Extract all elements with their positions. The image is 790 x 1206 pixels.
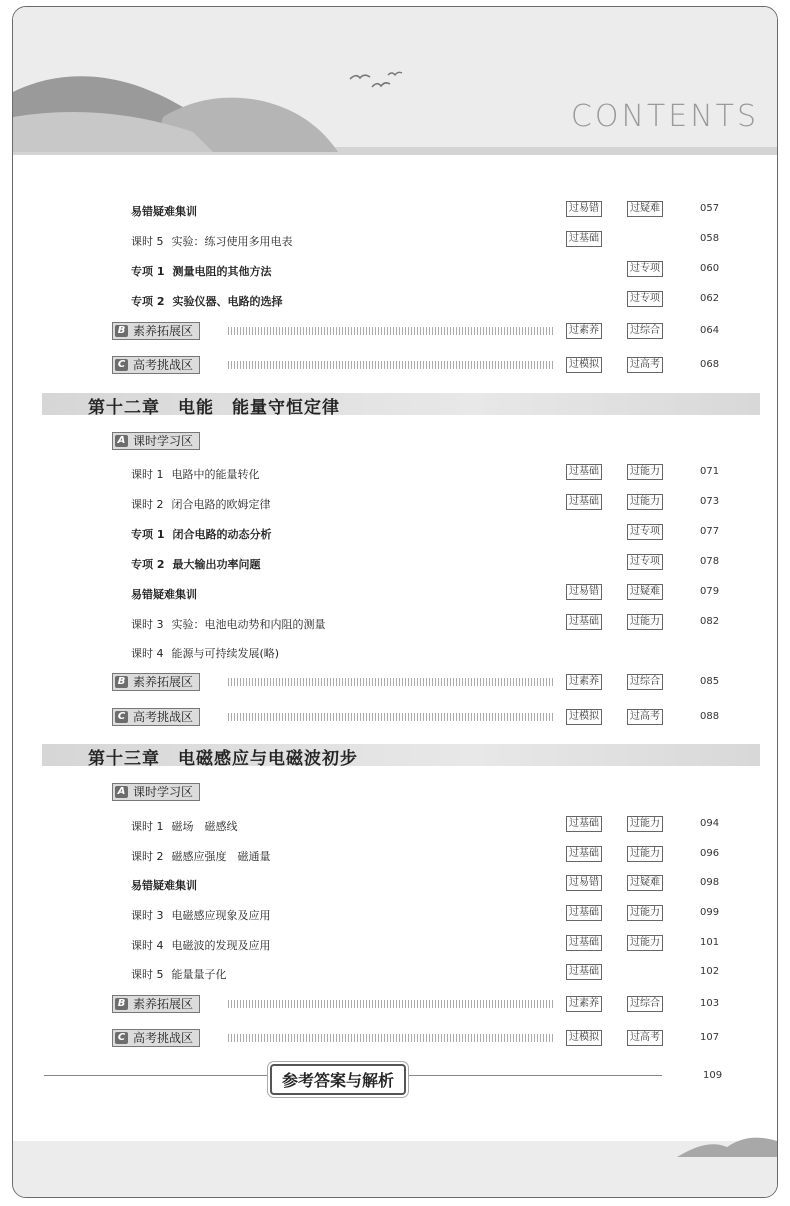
toc-row[interactable]	[0, 230, 790, 250]
toc-row[interactable]	[0, 463, 790, 483]
zone-row[interactable]	[0, 432, 790, 452]
toc-row-number: 课时 1	[131, 468, 164, 481]
toc-row-title: 闭合电路的动态分析	[172, 528, 272, 541]
toc-row-number: 专项 2	[131, 558, 165, 571]
practice-tag[interactable]: 过高考	[627, 357, 663, 373]
toc-row[interactable]	[0, 613, 790, 633]
zone-label: 高考挑战区	[133, 710, 194, 724]
toc-row-title: 电磁波的发现及应用	[171, 939, 271, 952]
zone-letter-badge: C	[115, 711, 128, 723]
zone-row[interactable]	[0, 783, 790, 803]
page-number: 082	[700, 616, 720, 627]
page-number: 068	[700, 359, 720, 370]
page-number: 088	[700, 711, 720, 722]
toc-row-number: 课时 1	[131, 820, 164, 833]
practice-tag[interactable]: 过基础	[566, 816, 602, 832]
zone-label-box	[112, 322, 200, 340]
toc-row-title: 电磁感应现象及应用	[171, 909, 271, 922]
toc-row-title: 能量量子化	[171, 968, 227, 981]
toc-row-title: 易错疑难集训	[131, 205, 197, 218]
toc-row[interactable]	[0, 904, 790, 924]
practice-tag[interactable]: 过高考	[627, 1030, 663, 1046]
toc-row[interactable]	[0, 523, 790, 543]
practice-tag[interactable]: 过模拟	[566, 1030, 602, 1046]
page-number: 079	[700, 586, 720, 597]
zone-label: 素养拓展区	[133, 324, 194, 338]
toc-row[interactable]	[0, 642, 790, 662]
toc-row-number: 课时 4	[131, 939, 164, 952]
page-number: 096	[700, 848, 720, 859]
practice-tag[interactable]: 过专项	[627, 554, 663, 570]
zone-divider	[228, 1034, 553, 1042]
toc-row-number: 专项 1	[131, 528, 165, 541]
toc-row-label	[131, 848, 271, 864]
toc-row-number: 课时 2	[131, 498, 164, 511]
toc-row[interactable]	[0, 290, 790, 310]
toc-row-title: 闭合电路的欧姆定律	[171, 498, 271, 511]
page-number: 101	[700, 937, 720, 948]
toc-row-title: 磁感应强度 磁通量	[171, 850, 271, 863]
toc-row-label	[131, 203, 197, 219]
zone-row[interactable]	[0, 1029, 790, 1049]
practice-tag[interactable]: 过专项	[627, 291, 663, 307]
zone-letter-badge: B	[115, 325, 128, 337]
zone-label-box	[112, 673, 200, 691]
zone-label-box	[112, 356, 200, 374]
toc-row-label	[131, 233, 293, 249]
practice-tag[interactable]: 过能力	[627, 935, 663, 951]
page-number: 058	[700, 233, 720, 244]
chapter-header[interactable]	[42, 744, 760, 769]
toc-row-title: 易错疑难集训	[131, 879, 197, 892]
page-number: 077	[700, 526, 720, 537]
toc-row[interactable]	[0, 874, 790, 894]
page-number: 103	[700, 998, 720, 1009]
footer-band	[13, 1141, 777, 1197]
toc-row-title: 测量电阻的其他方法	[172, 265, 272, 278]
toc-row-label	[131, 263, 271, 279]
page-number: 094	[700, 818, 720, 829]
zone-row[interactable]	[0, 673, 790, 693]
zone-divider	[228, 361, 553, 369]
page-number: 099	[700, 907, 720, 918]
toc-row-label	[131, 616, 326, 632]
zone-label-box	[112, 995, 200, 1013]
practice-tag[interactable]: 过基础	[566, 614, 602, 630]
zone-label: 高考挑战区	[133, 358, 194, 372]
zone-label: 素养拓展区	[133, 675, 194, 689]
page-number: 102	[700, 966, 720, 977]
toc-row-title: 能源与可持续发展(略)	[171, 647, 280, 660]
practice-tag[interactable]: 过基础	[566, 846, 602, 862]
contents-heading: CONTENTS	[570, 99, 759, 134]
toc-row-label	[131, 937, 271, 953]
toc-row-number: 课时 3	[131, 909, 164, 922]
toc-row-number: 专项 2	[131, 295, 165, 308]
toc-row-number: 课时 3	[131, 618, 164, 631]
practice-tag[interactable]: 过能力	[627, 494, 663, 510]
practice-tag[interactable]: 过高考	[627, 709, 663, 725]
practice-tag[interactable]: 过疑难	[627, 201, 663, 217]
practice-tag[interactable]: 过素养	[566, 323, 602, 339]
toc-row[interactable]	[0, 815, 790, 835]
page-number: 071	[700, 466, 720, 477]
page-number: 073	[700, 496, 720, 507]
toc-row-title: 实验仪器、电路的选择	[172, 295, 283, 308]
toc-row-label	[131, 466, 260, 482]
practice-tag[interactable]: 过基础	[566, 231, 602, 247]
toc-row-label	[131, 586, 197, 602]
zone-label: 课时学习区	[133, 434, 194, 448]
chapter-title: 第十二章 电能 能量守恒定律	[88, 398, 340, 418]
toc-row[interactable]	[0, 493, 790, 513]
practice-tag[interactable]: 过模拟	[566, 357, 602, 373]
practice-tag[interactable]: 过综合	[627, 323, 663, 339]
practice-tag[interactable]: 过基础	[566, 494, 602, 510]
page-number: 060	[700, 263, 720, 274]
zone-label: 素养拓展区	[133, 997, 194, 1011]
page-number: 057	[700, 203, 720, 214]
birds-icon	[348, 69, 408, 93]
practice-tag[interactable]: 过专项	[627, 261, 663, 277]
zone-divider	[228, 1000, 553, 1008]
toc-row-label	[131, 496, 271, 512]
zone-label: 高考挑战区	[133, 1031, 194, 1045]
zone-divider	[228, 678, 553, 686]
practice-tag[interactable]: 过综合	[627, 674, 663, 690]
toc-row-title: 实验：练习使用多用电表	[171, 235, 293, 248]
toc-row-title: 电路中的能量转化	[171, 468, 260, 481]
reference-answers-title[interactable]: 参考答案与解析	[270, 1064, 406, 1095]
zone-letter-badge: C	[115, 1032, 128, 1044]
practice-tag[interactable]: 过易错	[566, 875, 602, 891]
toc-row-label	[131, 645, 279, 661]
zone-letter-badge: B	[115, 676, 128, 688]
zone-label-box	[112, 432, 200, 450]
toc-row[interactable]	[0, 260, 790, 280]
zone-divider	[228, 713, 553, 721]
practice-tag[interactable]: 过基础	[566, 464, 602, 480]
zone-letter-badge: B	[115, 998, 128, 1010]
toc-row-number: 课时 5	[131, 968, 164, 981]
toc-row-number: 课时 5	[131, 235, 164, 248]
toc-row[interactable]	[0, 934, 790, 954]
footer-mountain-illustration	[677, 1127, 777, 1157]
toc-row-number: 课时 2	[131, 850, 164, 863]
toc-row[interactable]	[0, 553, 790, 573]
practice-tag[interactable]: 过能力	[627, 816, 663, 832]
zone-label-box	[112, 1029, 200, 1047]
practice-tag[interactable]: 过能力	[627, 464, 663, 480]
zone-label: 课时学习区	[133, 785, 194, 799]
toc-row-label	[131, 818, 238, 834]
practice-tag[interactable]: 过能力	[627, 905, 663, 921]
page-number: 098	[700, 877, 720, 888]
page-number: 064	[700, 325, 720, 336]
toc-row-label	[131, 907, 271, 923]
page-number: 085	[700, 676, 720, 687]
zone-row[interactable]	[0, 708, 790, 728]
practice-tag[interactable]: 过基础	[566, 964, 602, 980]
toc-row[interactable]	[0, 963, 790, 983]
toc-row-title: 易错疑难集训	[131, 588, 197, 601]
page-number: 062	[700, 293, 720, 304]
zone-letter-badge: C	[115, 359, 128, 371]
practice-tag[interactable]: 过易错	[566, 584, 602, 600]
chapter-title: 第十三章 电磁感应与电磁波初步	[88, 749, 358, 769]
zone-letter-badge: A	[115, 786, 128, 798]
toc-row-number: 专项 1	[131, 265, 165, 278]
practice-tag[interactable]: 过疑难	[627, 875, 663, 891]
toc-row[interactable]	[0, 845, 790, 865]
toc-row-label	[131, 556, 260, 572]
zone-label-box	[112, 708, 200, 726]
zone-letter-badge: A	[115, 435, 128, 447]
toc-row-title: 最大输出功率问题	[172, 558, 261, 571]
toc-row-title: 实验：电池电动势和内阻的测量	[171, 618, 326, 631]
toc-row-label	[131, 877, 197, 893]
page-number: 078	[700, 556, 720, 567]
toc-row-label	[131, 293, 282, 309]
practice-tag[interactable]: 过能力	[627, 614, 663, 630]
toc-row-label	[131, 966, 227, 982]
practice-tag[interactable]: 过综合	[627, 996, 663, 1012]
zone-row[interactable]	[0, 995, 790, 1015]
toc-row-title: 磁场 磁感线	[171, 820, 238, 833]
practice-tag[interactable]: 过素养	[566, 674, 602, 690]
toc-row-number: 课时 4	[131, 647, 164, 660]
chapter-header[interactable]	[42, 393, 760, 418]
zone-label-box	[112, 783, 200, 801]
zone-divider	[228, 327, 553, 335]
zone-row[interactable]	[0, 322, 790, 342]
zone-row[interactable]	[0, 356, 790, 376]
practice-tag[interactable]: 过素养	[566, 996, 602, 1012]
practice-tag[interactable]: 过易错	[566, 201, 602, 217]
practice-tag[interactable]: 过能力	[627, 846, 663, 862]
toc-row[interactable]	[0, 583, 790, 603]
mountain-illustration	[13, 62, 363, 152]
toc-row-label	[131, 526, 271, 542]
reference-page-number: 109	[703, 1070, 723, 1081]
toc-row[interactable]	[0, 200, 790, 220]
practice-tag[interactable]: 过基础	[566, 905, 602, 921]
practice-tag[interactable]: 过基础	[566, 935, 602, 951]
page-number: 107	[700, 1032, 720, 1043]
practice-tag[interactable]: 过模拟	[566, 709, 602, 725]
practice-tag[interactable]: 过疑难	[627, 584, 663, 600]
practice-tag[interactable]: 过专项	[627, 524, 663, 540]
